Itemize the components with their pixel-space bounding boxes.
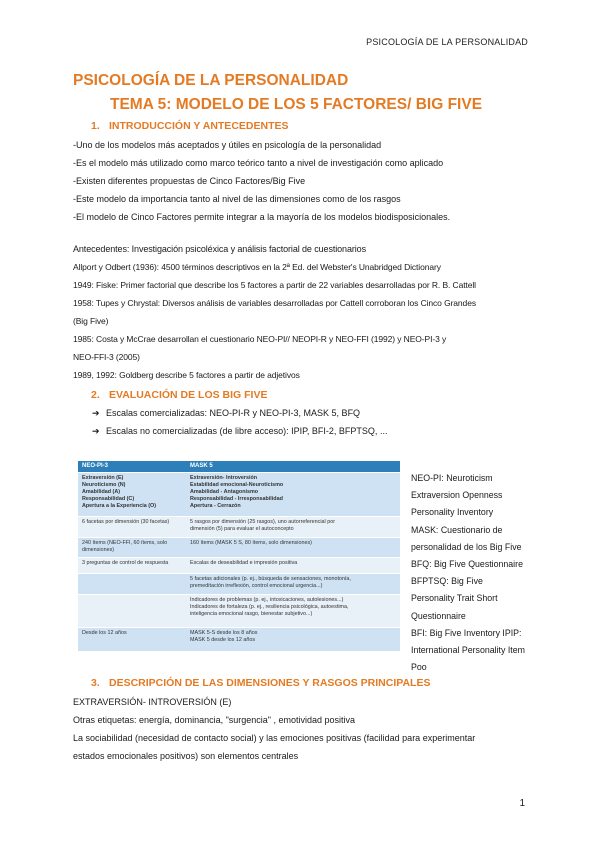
table-cell: Indicadores de problemas (p. ej., intoxicaciones, autolesiones...) Indicadores de fortaleza (p. ej., resiliencia psicológica, autoestima, inteligencia emocional rasgo, bienestar subjetivo...) xyxy=(186,595,400,628)
table-row xyxy=(78,517,400,538)
acronym-notes xyxy=(411,470,541,676)
antecedentes-line: Antecedentes: Investigación psicoléxica y análisis factorial de cuestionarios xyxy=(73,244,366,254)
dimension-heading: EXTRAVERSIÓN- INTROVERSIÓN (E) xyxy=(73,697,232,707)
antecedentes-line: 1985: Costa y McCrae desarrollan el cuestionario NEO-PI// NEOPI-R y NEO-FFI (1992) y NEO-PI-3 y xyxy=(73,334,447,344)
note-line: Personality Inventory xyxy=(411,507,494,518)
antecedentes-line: Allport y Odbert (1936): 4500 términos descriptivos en la 2ª Ed. del Webster's Unabridged Dictionary xyxy=(73,262,441,272)
note-line: Questionnaire xyxy=(411,610,466,621)
antecedentes-line: 1949: Fiske: Primer factorial que describe los 5 factores a partir de 22 variables desarrolladas por R. B. Cattell xyxy=(73,280,476,290)
table-cell: Escalas de deseabilidad e impresión positiva xyxy=(186,558,400,573)
table-row xyxy=(78,595,400,628)
section-number: 2. xyxy=(91,389,100,401)
bullet-line: -Existen diferentes propuestas de Cinco Factores/Big Five xyxy=(73,176,306,186)
antecedentes-block xyxy=(73,240,476,384)
section-title: EVALUACIÓN DE LOS BIG FIVE xyxy=(109,389,268,401)
bullet-line: -Uno de los modelos más aceptados y útiles en psicología de la personalidad xyxy=(73,140,382,150)
antecedentes-line: NEO-FFI-3 (2005) xyxy=(73,352,140,362)
table-cell: 6 facetas por dimensión (30 facetas) xyxy=(78,517,186,538)
antecedentes-line: 1958: Tupes y Chrystal: Diversos análisis de variables desarrolladas por Cattell corroboran los Cinco Grandes xyxy=(73,298,476,308)
dimensions-block xyxy=(73,693,475,765)
section-number: 3. xyxy=(91,677,100,689)
table-cell: 160 ítems (MASK 5 S, 80 ítems, solo dimensiones) xyxy=(186,537,400,558)
table-cell: 3 preguntas de control de respuesta xyxy=(78,558,186,573)
document-subtitle: TEMA 5: MODELO DE LOS 5 FACTORES/ BIG FIVE xyxy=(110,96,483,113)
note-line: BFPTSQ: Big Five xyxy=(411,576,483,587)
note-line: BFI: Big Five Inventory IPIP: xyxy=(411,627,522,638)
running-header: PSICOLOGÍA DE LA PERSONALIDAD xyxy=(366,37,528,47)
table-header: MASK 5 xyxy=(186,461,400,473)
note-line: MASK: Cuestionario de xyxy=(411,524,503,535)
table-row xyxy=(78,473,400,517)
note-line: Extraversion Openness xyxy=(411,490,503,501)
antecedentes-line: 1989, 1992: Goldberg describe 5 factores a partir de adjetivos xyxy=(73,370,300,380)
evaluation-list xyxy=(92,404,387,440)
page-number: 1 xyxy=(519,798,525,809)
bullet-line: -El modelo de Cinco Factores permite integrar a la mayoría de los modelos biodisposicionales. xyxy=(73,212,451,222)
paragraph-line: La sociabilidad (necesidad de contacto social) y las emociones positivas (facilidad para experimentar xyxy=(73,733,476,743)
table-cell: Desde los 12 años xyxy=(78,628,186,652)
section-title: INTRODUCCIÓN Y ANTECEDENTES xyxy=(109,120,289,132)
table-cell: MASK 5-S desde los 8 años MASK 5 desde los 12 años xyxy=(186,628,400,652)
section-1-heading xyxy=(91,120,289,132)
table-cell: 5 rasgos por dimensión (25 rasgos), uno autorreferencial por dimensión (5) para evaluar el autoconcepto xyxy=(186,517,400,538)
table-row xyxy=(78,537,400,558)
table-cell: 240 ítems (NEO-FFI, 60 ítems, solo dimensiones) xyxy=(78,537,186,558)
table-row xyxy=(78,573,400,595)
note-line: International Personality Item xyxy=(411,645,525,656)
bullet-line: -Este modelo da importancia tanto al nivel de las dimensiones como de los rasgos xyxy=(73,194,401,204)
intro-bullets xyxy=(73,136,450,226)
table-row xyxy=(78,628,400,652)
arrow-icon: ➔ xyxy=(92,426,100,436)
note-line: BFQ: Big Five Questionnaire xyxy=(411,559,523,570)
table-cell: Extraversión- Introversión Estabilidad emocional-Neuroticismo Amabilidad - Antagonismo Responsabilidad - Irresponsabilidad Apertura - Cerrazón xyxy=(186,473,400,517)
table-cell: 5 facetas adicionales (p. ej., búsqueda de sensaciones, monotonía, premeditación irreflexión, control emocional urgencia...) xyxy=(186,573,400,595)
bullet-line: -Es el modelo más utilizado como marco teórico tanto a nivel de investigación como aplicado xyxy=(73,158,444,168)
table-row xyxy=(78,558,400,573)
comparison-table xyxy=(78,461,400,652)
table-header: NEO-PI-3 xyxy=(78,461,186,473)
section-3-heading xyxy=(91,677,430,689)
table-cell xyxy=(78,595,186,628)
section-title: DESCRIPCIÓN DE LAS DIMENSIONES Y RASGOS PRINCIPALES xyxy=(109,677,431,689)
paragraph-line: Otras etiquetas: energía, dominancia, "surgencia" , emotividad positiva xyxy=(73,715,356,725)
table-cell: Extraversión (E) Neuroticismo (N) Amabilidad (A) Responsabilidad (C) Apertura a la Experiencia (O) xyxy=(78,473,186,517)
paragraph-line: estados emocionales positivos) son elementos centrales xyxy=(73,751,299,761)
list-item: ➔ Escalas comercializadas: NEO-PI-R y NEO-PI-3, MASK 5, BFQ xyxy=(92,404,387,422)
note-line: Personality Trait Short xyxy=(411,593,498,604)
antecedentes-line: (Big Five) xyxy=(73,316,109,326)
note-line: Poo xyxy=(411,662,427,673)
document-title: PSICOLOGÍA DE LA PERSONALIDAD xyxy=(73,72,349,89)
section-2-heading xyxy=(91,389,267,401)
list-item: ➔ Escalas no comercializadas (de libre acceso): IPIP, BFI-2, BFPTSQ, ... xyxy=(92,422,387,440)
note-line: NEO-PI: Neuroticism xyxy=(411,473,493,483)
section-number: 1. xyxy=(91,120,100,132)
arrow-icon: ➔ xyxy=(92,408,100,418)
table-cell xyxy=(78,573,186,595)
note-line: personalidad de los Big Five xyxy=(411,541,522,552)
